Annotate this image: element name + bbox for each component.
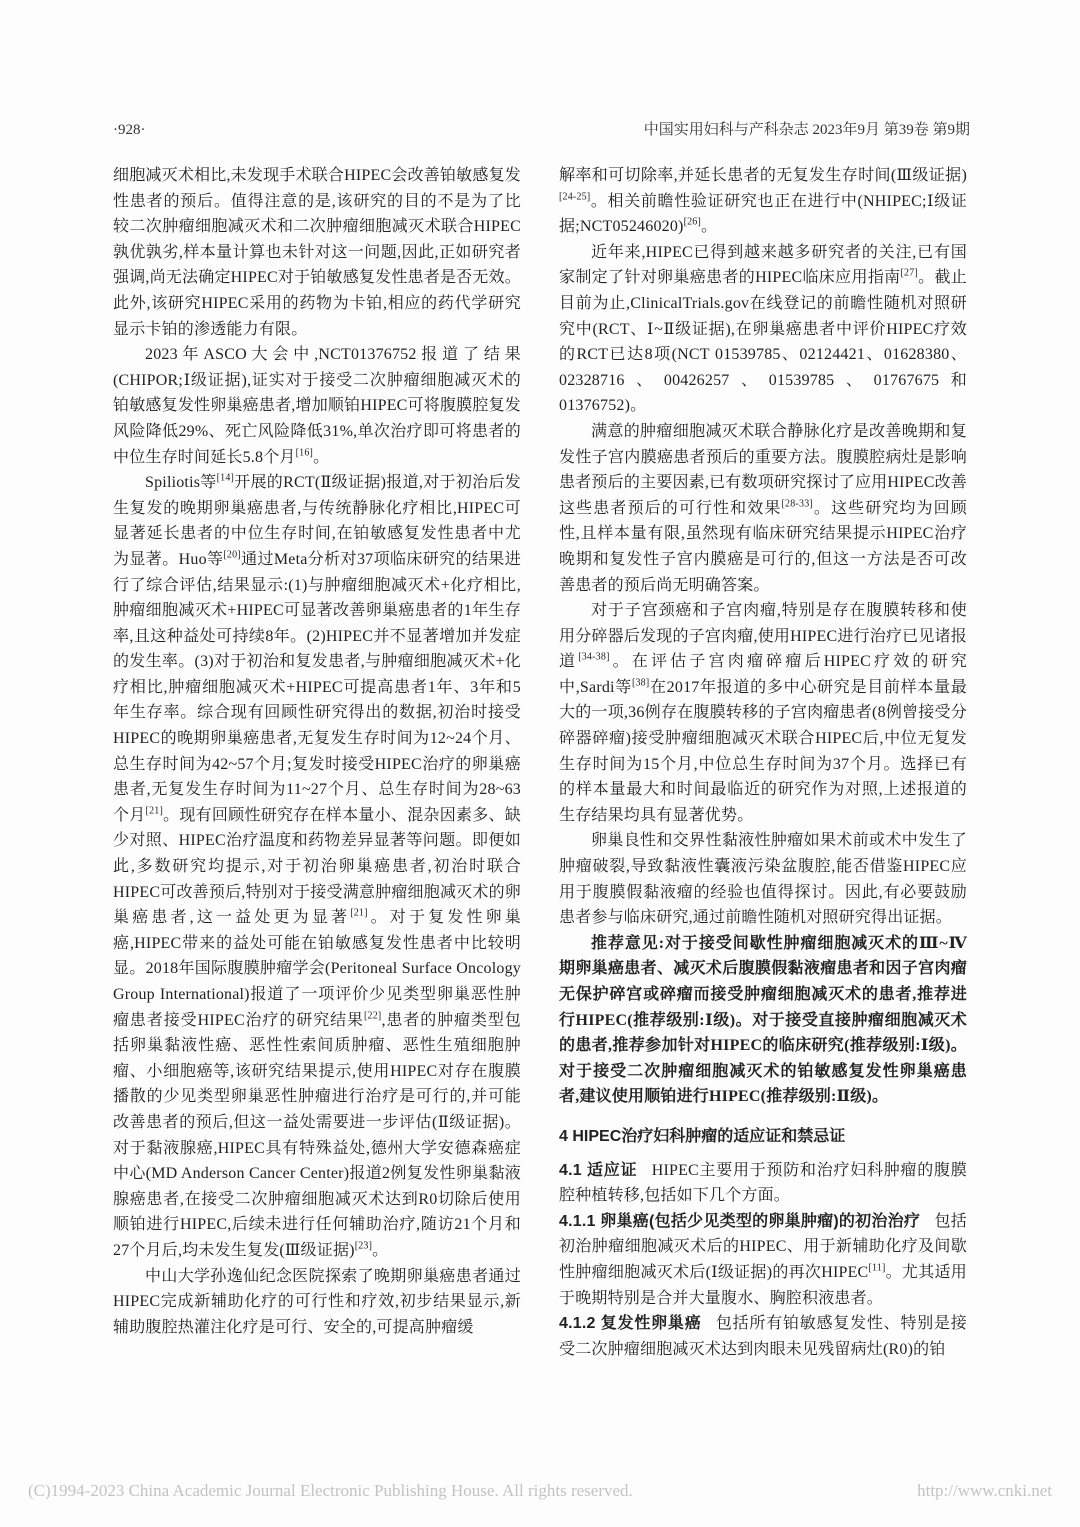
subsection-label: 4.1.1 卵巢癌(包括少见类型的卵巢肿瘤)的初治治疗 [559,1212,921,1230]
article-body [113,163,967,1432]
paragraph-text: 卵巢良性和交界性黏液性肿瘤如果术前或术中发生了肿瘤破裂,导致黏液性囊液污染盆腹腔,能否借鉴HIPEC应用于腹膜假黏液瘤的经验也值得探讨。因此,有必要鼓励患者参与临床研究,通过前瞻性随机对照研究得出证据。 [559,832,967,927]
subsection-text: 包括初治肿瘤细胞减灭术后的HIPEC、用于新辅助化疗及间歇性肿瘤细胞减灭术后(Ⅰ级证据)的再次HIPEC[11]。尤其适用于晚期特别是合并大量腹水、胸腔积液患者。 [559,1212,967,1307]
journal-info: 中国实用妇科与产科杂志 2023年9月 第39卷 第9期 [643,122,970,138]
left-column [113,163,521,1432]
subsection-label: 4.1.2 复发性卵巢癌 [559,1315,702,1333]
subsection-4-1-1 [559,1209,967,1311]
subsection-text: 包括所有铂敏感复发性、特别是接受二次肿瘤细胞减灭术达到肉眼未见残留病灶(R0)的铂 [559,1315,967,1358]
subsection-text: HIPEC主要用于预防和治疗妇科肿瘤的腹膜腔种植转移,包括如下几个方面。 [559,1161,967,1205]
paragraph [113,1264,521,1341]
recommendation-paragraph [559,931,967,1110]
paragraph-text: 对于子宫颈癌和子宫肉瘤,特别是存在腹膜转移和使用分碎器后发现的子宫肉瘤,使用HIPEC进行治疗已见诸报道[34-38]。在评估子宫肉瘤碎瘤后HIPEC疗效的研究中,Sardi等[38]在2017年报道的多中心研究是目前样本量最大的一项,36例存在腹膜转移的子宫肉瘤患者(8例曾接受分碎器碎瘤)接受肿瘤细胞减灭术联合HIPEC后,中位无复发生存时间为15个月,中位总生存时间为37个月。选择已有的样本量最大和时间最临近的研究作为对照,上述报道的生存结果均具有显著优势。 [559,602,967,824]
section-heading: 4 HIPEC治疗妇科肿瘤的适应证和禁忌证 [559,1127,846,1145]
right-column [559,163,967,1432]
paragraph-text: 解率和可切除率,并延长患者的无复发生存时间(Ⅲ级证据)[24-25]。相关前瞻性验证研究也正在进行中(NHIPEC;Ⅰ级证据;NCT05246020)[26]。 [559,167,967,236]
page-number: ·928· [113,122,146,138]
paragraph-text: 近年来,HIPEC已得到越来越多研究者的关注,已有国家制定了针对卵巢癌患者的HIPEC临床应用指南[27]。截止目前为止,ClinicalTrials.gov在线登记的前瞻性随机对照研究中(RCT、Ⅰ~Ⅱ级证据),在卵巢癌患者中评价HIPEC疗效的RCT已达8项(NCT 01539785、02124421、01628380、02328716、00426257、01539785、01767675和01376752)。 [559,243,967,415]
recommendation-label: 推荐意见: [591,934,665,952]
subsection-4-1-2 [559,1311,967,1362]
footer-url: http://www.cnki.net [917,1481,1052,1500]
paragraph-text: 细胞减灭术相比,未发现手术联合HIPEC会改善铂敏感复发性患者的预后。值得注意的是,该研究的目的不是为了比较二次肿瘤细胞减灭术和二次肿瘤细胞减灭术联合HIPEC孰优孰劣,样本量计算也未针对这一问题,因此,正如研究者强调,尚无法确定HIPEC对于铂敏感复发性患者是否无效。此外,该研究HIPEC采用的药物为卡铂,相应的药代学研究显示卡铂的渗透能力有限。 [113,167,521,338]
paragraph [559,598,967,828]
paragraph [113,470,521,1263]
subsection-4-1 [559,1158,967,1209]
paragraph [559,828,967,930]
paragraph-continuation [113,163,521,342]
page-footer [28,1481,1052,1501]
paragraph [559,419,967,598]
copyright-text: (C)1994-2023 China Academic Journal Electronic Publishing House. All rights reserved. [28,1481,633,1500]
paragraph-text: 2023年ASCO大会中,NCT01376752报道了结果(CHIPOR;Ⅰ级证据),证实对于接受二次肿瘤细胞减灭术的铂敏感复发性卵巢癌患者,增加顺铂HIPEC可将腹膜腔复发风险降低29%、死亡风险降低31%,单次治疗即可将患者的中位生存时间延长5.8个月[16]。 [113,346,521,466]
paragraph-continuation [559,163,967,240]
paragraph-text: 中山大学孙逸仙纪念医院探索了晚期卵巢癌患者通过HIPEC完成新辅助化疗的可行性和疗效,初步结果显示,新辅助腹腔热灌注化疗是可行、安全的,可提高肿瘤缓 [113,1267,521,1336]
page-header [113,118,970,139]
paragraph [113,342,521,470]
paragraph [559,240,967,419]
paragraph-text: Spiliotis等[14]开展的RCT(Ⅱ级证据)报道,对于初治后发生复发的晚期卵巢癌患者,与传统静脉化疗相比,HIPEC可显著延长患者的中位生存时间,在铂敏感复发性患者中尤为显著。Huo等[20]通过Meta分析对37项临床研究的结果进行了综合评估,结果显示:(1)与肿瘤细胞减灭术+化疗相比,肿瘤细胞减灭术+HIPEC可显著改善卵巢癌患者的1年生存率,且这种益处可持续8年。(2)HIPEC并不显著增加并发症的发生率。(3)对于初治和复发患者,与肿瘤细胞减灭术+化疗相比,肿瘤细胞减灭术+HIPEC可提高患者1年、3年和5年生存率。综合现有回顾性研究得出的数据,初治时接受HIPEC的晚期卵巢癌患者,无复发生存时间为12~24个月、总生存时间为42~57个月;复发时接受HIPEC治疗的卵巢癌患者,无复发生存时间为11~27个月、总生存时间为28~63个月[21]。现有回顾性研究存在样本量小、混杂因素多、缺少对照、HIPEC治疗温度和药物差异显著等问题。即便如此,多数研究均提示,对于初治卵巢癌患者,初治时联合HIPEC可改善预后,特别对于接受满意肿瘤细胞减灭术的卵巢癌患者,这一益处更为显著[21]。对于复发性卵巢癌,HIPEC带来的益处可能在铂敏感复发性患者中比较明显。2018年国际腹膜肿瘤学会(Peritoneal Surface Oncology Group International)报道了一项评价少见类型卵巢恶性肿瘤患者接受HIPEC治疗的研究结果[22],患者的肿瘤类型包括卵巢黏液性癌、恶性性索间质肿瘤、恶性生殖细胞肿瘤、小细胞癌等,该研究结果提示,使用HIPEC对存在腹膜播散的少见类型卵巢恶性肿瘤进行治疗是可行的,并可能改善患者的预后,但这一益处需要进一步评估(Ⅱ级证据)。对于黏液腺癌,HIPEC具有特殊益处,德州大学安德森癌症中心(MD Anderson Cancer Center)报道2例复发性卵巢黏液腺癌患者,在接受二次肿瘤细胞减灭术达到R0切除后使用顺铂进行HIPEC,后续未进行任何辅助治疗,随访21个月和27个月后,均未发生复发(Ⅲ级证据)[23]。 [113,472,521,1259]
subsection-label: 4.1 适应证 [559,1161,638,1179]
paragraph-text: 满意的肿瘤细胞减灭术联合静脉化疗是改善晚期和复发性子宫内膜癌患者预后的重要方法。腹膜腔病灶是影响患者预后的主要因素,已有数项研究探讨了应用HIPEC改善这些患者预后的可行性和效果[28-33]。这些研究均为回顾性,且样本量有限,虽然现有临床研究结果提示HIPEC治疗晚期和复发性子宫内膜癌是可行的,但这一方法是否可改善患者的预后尚无明确答案。 [559,422,967,594]
recommendation-text: 对于接受间歇性肿瘤细胞减灭术的Ⅲ~Ⅳ期卵巢癌患者、减灭术后腹膜假黏液瘤患者和因子宫肉瘤无保护碎宫或碎瘤而接受肿瘤细胞减灭术的患者,推荐进行HIPEC(推荐级别:Ⅰ级)。对于接受直接肿瘤细胞减灭术的患者,推荐参加针对HIPEC的临床研究(推荐级别:Ⅰ级)。对于接受二次肿瘤细胞减灭术的铂敏感复发性卵巢癌患者,建议使用顺铂进行HIPEC(推荐级别:Ⅱ级)。 [559,934,967,1106]
